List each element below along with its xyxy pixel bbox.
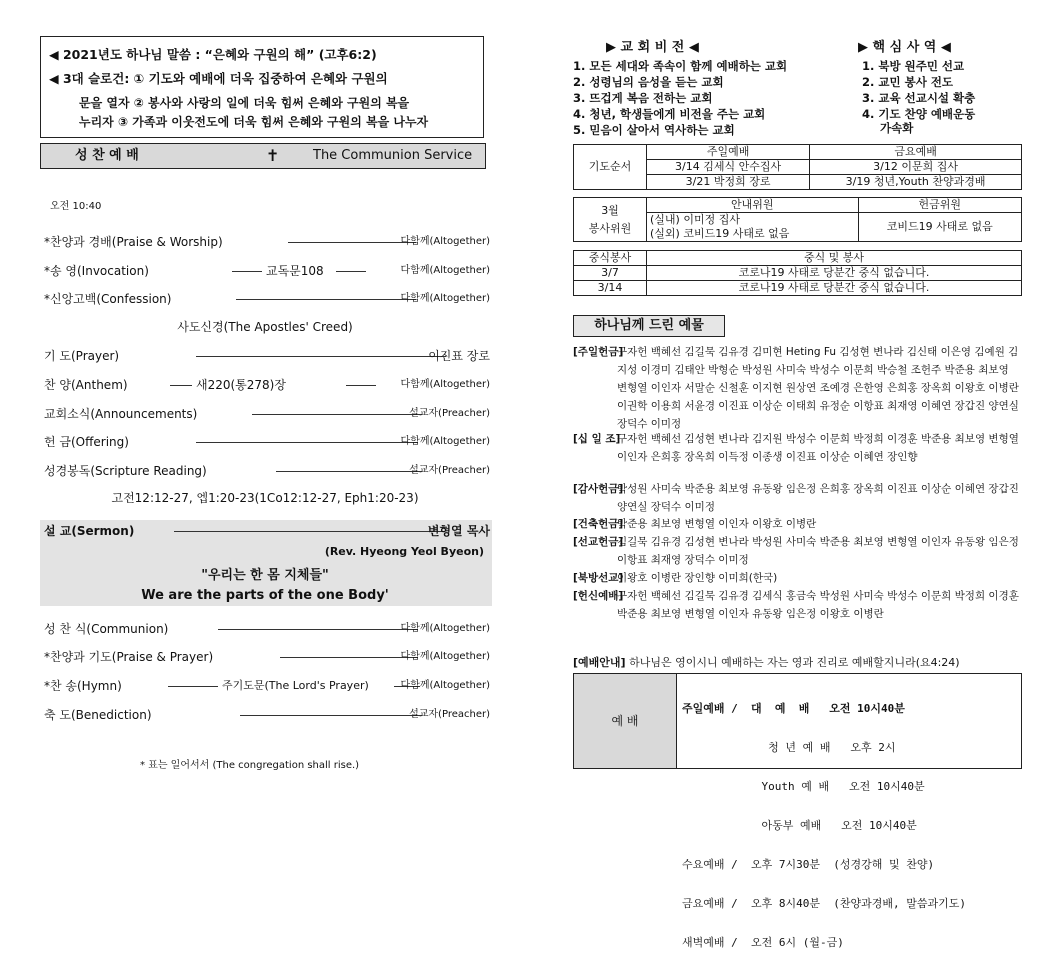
order-item: 헌 금(Offering) 다함께(Altogether) — [44, 435, 490, 449]
order-item: 찬 양(Anthem) 새220(통278)장 다함께(Altogether) — [44, 378, 490, 392]
preacher-en: (Rev. Hyeong Yeol Byeon) — [324, 545, 484, 558]
lunch-label: 중식봉사 — [574, 251, 647, 266]
worship-verse: 하나님은 영이시니 예배하는 자는 영과 진리로 예배할지니라(요4:24) — [629, 656, 960, 669]
sunday-prayer: 3/14 김세식 안수집사 — [647, 160, 810, 175]
worship-guide-note — [573, 654, 960, 670]
worship-schedule-box — [573, 673, 1022, 949]
order-item: 성경봉독(Scripture Reading) 설교자(Preacher) — [44, 464, 490, 478]
schedule-line: 청 년 예 배 오후 2시 — [682, 741, 896, 754]
friday-prayer: 3/12 이문희 집사 — [810, 160, 1022, 175]
service-title-ko: 성 찬 예 배 — [75, 148, 139, 163]
offering-committee-value: 코비드19 사태로 없음 — [858, 213, 1021, 242]
lunch-text: 코로나19 사태로 당분간 중식 없습니다. — [647, 266, 1022, 281]
service-committee-label: 봉사위원 — [588, 221, 632, 235]
service-title-bar — [40, 143, 486, 169]
core-item: 4. 기도 찬양 예배운동 — [862, 107, 976, 121]
order-item: 축 도(Benediction) 설교자(Preacher) — [44, 708, 490, 722]
offering-group: [헌신예배] 구자헌 백혜선 김길묵 김유경 김세식 홍금숙 박성원 사미숙 박성수 이문희 박정희 이경훈 박준용 최보영 변형열 이인자 유동왕 임은정 이왕호 이병란 — [573, 590, 1019, 620]
motto-line-4: 누리자 ③ 가족과 이웃전도에 더욱 힘써 은혜와 구원의 복을 나누자 — [79, 115, 429, 129]
month-label: 3월 — [601, 203, 619, 217]
usher-outdoor: (실외) 코비드19 사태로 없음 — [650, 227, 790, 240]
motto-line-3: 문을 열자 ② 봉사와 사랑의 일에 더욱 힘써 은혜와 구원의 복을 — [79, 96, 410, 110]
lunch-date: 3/7 — [574, 266, 647, 281]
friday-prayer: 3/19 청년,Youth 찬양과경배 — [810, 175, 1022, 190]
vision-item: 5. 믿음이 살아서 역사하는 교회 — [573, 123, 735, 137]
order-item: *찬 송(Hymn) 주기도문(The Lord's Prayer) 다함께(Altogether) — [44, 679, 490, 693]
sunday-header: 주일예배 — [647, 145, 810, 160]
core-item: 3. 교육 선교시설 확충 — [862, 91, 976, 105]
sermon-title-en: We are the parts of the one Body' — [141, 588, 389, 603]
scripture-reference: 고전12:12-27, 엡1:20-23(1Co12:12-27, Eph1:20-23) — [111, 491, 419, 505]
offerings-title: 하나님께 드린 예물 — [573, 315, 725, 337]
motto-line-2: ◀ 3대 슬로건: ① 기도와 예배에 더욱 집중하여 은혜와 구원의 — [49, 71, 388, 86]
offering-group: [북방선교] 이왕호 이병란 장인향 이미희(한국) — [573, 572, 778, 584]
friday-header: 금요예배 — [810, 145, 1022, 160]
standing-note: * 표는 일어서서 (The congregation shall rise.) — [140, 760, 360, 771]
vision-item: 2. 성령님의 음성을 듣는 교회 — [573, 75, 724, 89]
sermon-title-ko: "우리는 한 몸 지체들" — [201, 568, 329, 583]
service-time: 오전 10:40 — [50, 201, 102, 212]
order-item: 교회소식(Announcements) 설교자(Preacher) — [44, 407, 490, 421]
core-item: 가속화 — [880, 121, 914, 135]
volunteer-table — [573, 197, 1022, 242]
vision-title: ▶ 교 회 비 전 ◀ — [606, 40, 699, 55]
worship-label-cell: 예 배 — [574, 674, 677, 768]
usher-indoor: (실내) 이미정 집사 — [650, 213, 740, 226]
usher-header: 안내위원 — [647, 198, 859, 213]
worship-guide-label: [예배안내] — [573, 656, 626, 669]
worship-schedule-lines — [682, 676, 966, 975]
lunch-table — [573, 250, 1022, 296]
core-title: ▶ 핵 심 사 역 ◀ — [858, 40, 951, 55]
order-item: *송 영(Invocation) 교독문108 다함께(Altogether) — [44, 264, 490, 278]
offering-committee-header: 헌금위원 — [858, 198, 1021, 213]
order-item: 설 교(Sermon) 변형열 목사 — [44, 524, 490, 538]
schedule-line: 수요예배 / 오후 7시30분 (성경강해 및 찬양) — [682, 858, 935, 871]
vision-item: 3. 뜨겁게 복음 전하는 교회 — [573, 91, 713, 105]
vision-item: 4. 청년, 학생들에게 비전을 주는 교회 — [573, 107, 766, 121]
service-title-en: The Communion Service — [313, 148, 473, 163]
schedule-line: 아동부 예배 오전 10시40분 — [682, 819, 917, 832]
lunch-text: 코로나19 사태로 당분간 중식 없습니다. — [647, 281, 1022, 296]
prayer-order-label: 기도순서 — [574, 145, 647, 190]
volunteer-label — [574, 198, 647, 242]
schedule-line: 금요예배 / 오후 8시40분 (찬양과경배, 말씀과기도) — [682, 897, 966, 910]
schedule-line: 주일예배 / 대 예 배 오전 10시40분 — [682, 702, 905, 715]
order-item: *찬양과 경배(Praise & Worship) 다함께(Altogether) — [44, 235, 490, 249]
cross-icon: ✝ — [266, 146, 280, 165]
vision-item: 1. 모든 세대와 족속이 함께 예배하는 교회 — [573, 59, 788, 73]
offering-group: [주일헌금] 구자헌 백혜선 김길묵 김유경 김미현 Heting Fu 김성현 변나라 김신태 이은영 김예원 김지성 이경미 김태안 박형순 박성원 사미숙 박성수 이문희 박승철 조헌주 박준용 최보영 변형열 이인자 서말순 신철훈 이지현 원상연 조예경 은한영 은희홍 장옥희 이왕호 이병란 이권학 이용희 서윤경 이진표 이상순 이태희 유정순 이항표 최재영 이혜연 장갑진 양연실 장덕수 이미정 — [573, 346, 1019, 430]
sunday-prayer: 3/21 박정희 장로 — [647, 175, 810, 190]
offering-group: [십 일 조] 구자헌 백혜선 김성현 변나라 김지원 박성수 이문희 박정희 이경훈 박준용 최보영 변형열 이인자 은희홍 장옥희 이득정 이종생 이진표 이상순 이혜연 장인향 — [573, 433, 1019, 463]
order-item: 기 도(Prayer) 이진표 장로 — [44, 349, 490, 363]
core-item: 1. 북방 원주민 선교 — [862, 59, 965, 73]
lunch-header: 중식 및 봉사 — [647, 251, 1022, 266]
schedule-line: Youth 예 배 오전 10시40분 — [682, 780, 925, 793]
annual-motto-box — [40, 36, 484, 138]
offering-group: [건축헌금] 박준용 최보영 변형열 이인자 이왕호 이병란 — [573, 518, 817, 530]
core-item: 2. 교민 봉사 전도 — [862, 75, 954, 89]
order-item: *신앙고백(Confession) 다함께(Altogether) — [44, 292, 490, 306]
creed-line: 사도신경(The Apostles' Creed) — [177, 320, 353, 334]
prayer-duty-table — [573, 144, 1022, 190]
motto-line-1: ◀ 2021년도 하나님 말씀 : “은혜와 구원의 해” (고후6:2) — [49, 47, 377, 62]
offering-group: [선교헌금] 김길묵 김유경 김성현 변나라 박성원 사미숙 박준용 최보영 변형열 이인자 유동왕 임은정 이항표 최재영 장덕수 이미정 — [573, 536, 1019, 566]
order-item: 성 찬 식(Communion) 다함께(Altogether) — [44, 622, 490, 636]
schedule-line: 새벽예배 / 오전 6시 (월-금) — [682, 936, 844, 949]
order-item: *찬양과 기도(Praise & Prayer) 다함께(Altogether) — [44, 650, 490, 664]
offering-group: [감사헌금] 박성원 사미숙 박준용 최보영 유동왕 임은정 은희홍 장옥희 이진표 이상순 이혜연 장갑진 양연실 장덕수 이미정 — [573, 483, 1019, 513]
lunch-date: 3/14 — [574, 281, 647, 296]
